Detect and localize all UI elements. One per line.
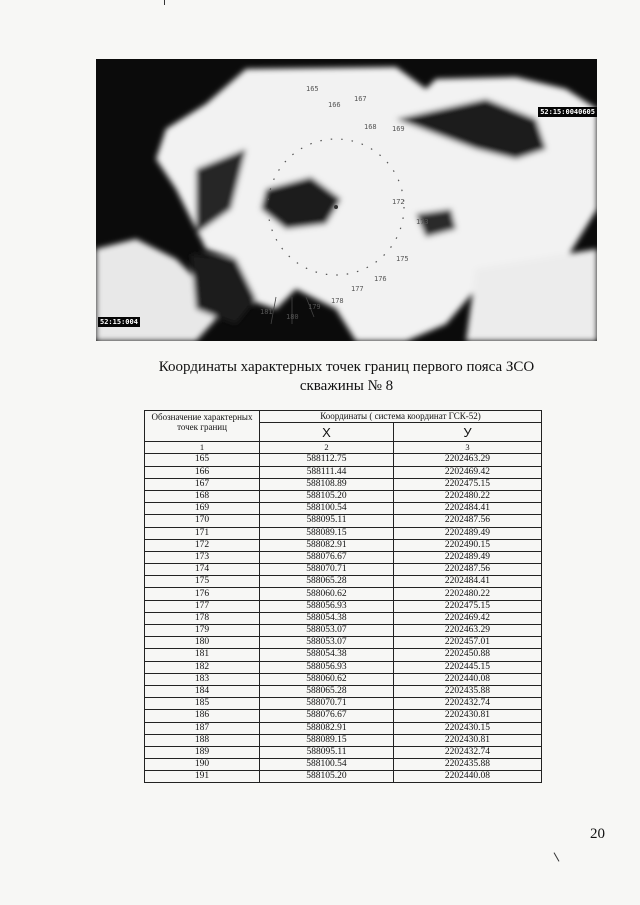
x-coordinate-cell: 588060.62 <box>260 673 394 685</box>
table-row <box>145 454 542 466</box>
y-coordinate-cell: 2202489.49 <box>393 551 541 563</box>
table-row <box>145 551 542 563</box>
table-row <box>145 490 542 502</box>
table-row <box>145 759 542 771</box>
point-id-cell: 173 <box>145 551 260 563</box>
y-coordinate-cell: 2202440.08 <box>393 771 541 783</box>
table-row <box>145 539 542 551</box>
point-id-cell: 165 <box>145 454 260 466</box>
cadastral-label-right: 52:15:0040605 <box>540 108 595 116</box>
point-id-cell: 167 <box>145 478 260 490</box>
map-point-label: 167 <box>354 95 367 103</box>
point-id-cell: 171 <box>145 527 260 539</box>
map-point-label: 178 <box>331 297 344 305</box>
table-row <box>145 515 542 527</box>
column-index-row <box>145 442 542 454</box>
point-id-cell: 181 <box>145 649 260 661</box>
y-coordinate-cell: 2202480.22 <box>393 588 541 600</box>
table-row <box>145 734 542 746</box>
x-coordinate-cell: 588089.15 <box>260 734 394 746</box>
header-x: X <box>260 423 394 442</box>
table-row <box>145 722 542 734</box>
table-row <box>145 527 542 539</box>
y-coordinate-cell: 2202432.74 <box>393 698 541 710</box>
y-coordinate-cell: 2202487.56 <box>393 515 541 527</box>
point-id-cell: 182 <box>145 661 260 673</box>
y-coordinate-cell: 2202469.42 <box>393 466 541 478</box>
column-index: 2 <box>260 442 394 454</box>
x-coordinate-cell: 588056.93 <box>260 661 394 673</box>
point-id-cell: 183 <box>145 673 260 685</box>
x-coordinate-cell: 588056.93 <box>260 600 394 612</box>
x-coordinate-cell: 588100.54 <box>260 503 394 515</box>
point-id-cell: 187 <box>145 722 260 734</box>
point-id-cell: 174 <box>145 564 260 576</box>
x-coordinate-cell: 588108.89 <box>260 478 394 490</box>
x-coordinate-cell: 588070.71 <box>260 698 394 710</box>
table-row <box>145 649 542 661</box>
table-row <box>145 771 542 783</box>
map-drawing <box>96 59 597 341</box>
x-coordinate-cell: 588095.11 <box>260 746 394 758</box>
y-coordinate-cell: 2202463.29 <box>393 454 541 466</box>
point-id-cell: 189 <box>145 746 260 758</box>
y-coordinate-cell: 2202487.56 <box>393 564 541 576</box>
point-id-cell: 175 <box>145 576 260 588</box>
scan-mark <box>164 0 165 5</box>
table-row <box>145 637 542 649</box>
table-row <box>145 576 542 588</box>
scan-mark <box>554 852 560 861</box>
y-coordinate-cell: 2202430.81 <box>393 710 541 722</box>
y-coordinate-cell: 2202432.74 <box>393 746 541 758</box>
table-row <box>145 600 542 612</box>
point-id-cell: 166 <box>145 466 260 478</box>
table-row <box>145 478 542 490</box>
column-index: 3 <box>393 442 541 454</box>
table-row <box>145 612 542 624</box>
map-point-label: 165 <box>306 85 319 93</box>
point-id-cell: 179 <box>145 625 260 637</box>
point-id-cell: 186 <box>145 710 260 722</box>
x-coordinate-cell: 588053.07 <box>260 625 394 637</box>
table-row <box>145 588 542 600</box>
point-id-cell: 169 <box>145 503 260 515</box>
point-id-cell: 172 <box>145 539 260 551</box>
y-coordinate-cell: 2202469.42 <box>393 612 541 624</box>
y-coordinate-cell: 2202450.88 <box>393 649 541 661</box>
map-point-label: 166 <box>328 101 341 109</box>
header-designation: Обозначение характерных точек границ <box>145 411 260 442</box>
column-index: 1 <box>145 442 260 454</box>
map-point-label: 168 <box>364 123 377 131</box>
x-coordinate-cell: 588089.15 <box>260 527 394 539</box>
caption-line-1: Координаты характерных точек границ первого пояса ЗСО <box>158 359 535 375</box>
y-coordinate-cell: 2202475.15 <box>393 600 541 612</box>
map-point-label: 177 <box>351 285 364 293</box>
x-coordinate-cell: 588076.67 <box>260 710 394 722</box>
table-row <box>145 746 542 758</box>
y-coordinate-cell: 2202430.15 <box>393 722 541 734</box>
table-row <box>145 503 542 515</box>
map-point-label: 181 <box>260 308 273 316</box>
table-caption <box>96 358 597 396</box>
x-coordinate-cell: 588065.28 <box>260 576 394 588</box>
x-coordinate-cell: 588100.54 <box>260 759 394 771</box>
x-coordinate-cell: 588060.62 <box>260 588 394 600</box>
point-id-cell: 190 <box>145 759 260 771</box>
x-coordinate-cell: 588105.20 <box>260 771 394 783</box>
point-id-cell: 191 <box>145 771 260 783</box>
x-coordinate-cell: 588054.38 <box>260 612 394 624</box>
y-coordinate-cell: 2202435.88 <box>393 759 541 771</box>
x-coordinate-cell: 588111.44 <box>260 466 394 478</box>
page-number: 20 <box>590 826 605 842</box>
map-point-label: 180 <box>286 313 299 321</box>
y-coordinate-cell: 2202430.81 <box>393 734 541 746</box>
table-row <box>145 661 542 673</box>
table-row <box>145 673 542 685</box>
y-coordinate-cell: 2202484.41 <box>393 576 541 588</box>
y-coordinate-cell: 2202435.88 <box>393 685 541 697</box>
point-id-cell: 178 <box>145 612 260 624</box>
point-id-cell: 168 <box>145 490 260 502</box>
map-point-label: 176 <box>374 275 387 283</box>
x-coordinate-cell: 588065.28 <box>260 685 394 697</box>
y-coordinate-cell: 2202489.49 <box>393 527 541 539</box>
y-coordinate-cell: 2202490.15 <box>393 539 541 551</box>
x-coordinate-cell: 588054.38 <box>260 649 394 661</box>
x-coordinate-cell: 588082.91 <box>260 539 394 551</box>
x-coordinate-cell: 588053.07 <box>260 637 394 649</box>
table-row <box>145 466 542 478</box>
point-id-cell: 170 <box>145 515 260 527</box>
point-id-cell: 185 <box>145 698 260 710</box>
x-coordinate-cell: 588095.11 <box>260 515 394 527</box>
y-coordinate-cell: 2202475.15 <box>393 478 541 490</box>
point-id-cell: 177 <box>145 600 260 612</box>
map-point-label: 173 <box>416 218 429 226</box>
boundary-map <box>96 59 597 341</box>
y-coordinate-cell: 2202440.08 <box>393 673 541 685</box>
table-row <box>145 710 542 722</box>
table-row <box>145 698 542 710</box>
x-coordinate-cell: 588082.91 <box>260 722 394 734</box>
coordinates-table-body <box>145 454 542 783</box>
y-coordinate-cell: 2202457.01 <box>393 637 541 649</box>
map-point-label: 179 <box>308 303 321 311</box>
map-point-label: 175 <box>396 255 409 263</box>
x-coordinate-cell: 588076.67 <box>260 551 394 563</box>
table-row <box>145 564 542 576</box>
y-coordinate-cell: 2202463.29 <box>393 625 541 637</box>
point-id-cell: 176 <box>145 588 260 600</box>
header-y: У <box>393 423 541 442</box>
y-coordinate-cell: 2202445.15 <box>393 661 541 673</box>
caption-line-2: скважины № 8 <box>299 378 394 394</box>
point-id-cell: 188 <box>145 734 260 746</box>
map-point-label: 172 <box>392 198 405 206</box>
map-point-label: 169 <box>392 125 405 133</box>
cadastral-label-left: 52:15:004 <box>100 318 138 326</box>
coordinates-table <box>144 410 542 783</box>
point-id-cell: 184 <box>145 685 260 697</box>
table-row <box>145 625 542 637</box>
x-coordinate-cell: 588112.75 <box>260 454 394 466</box>
table-row <box>145 685 542 697</box>
y-coordinate-cell: 2202480.22 <box>393 490 541 502</box>
header-coordinates: Координаты ( система координат ГСК-52) <box>260 411 542 423</box>
x-coordinate-cell: 588070.71 <box>260 564 394 576</box>
point-id-cell: 180 <box>145 637 260 649</box>
y-coordinate-cell: 2202484.41 <box>393 503 541 515</box>
x-coordinate-cell: 588105.20 <box>260 490 394 502</box>
